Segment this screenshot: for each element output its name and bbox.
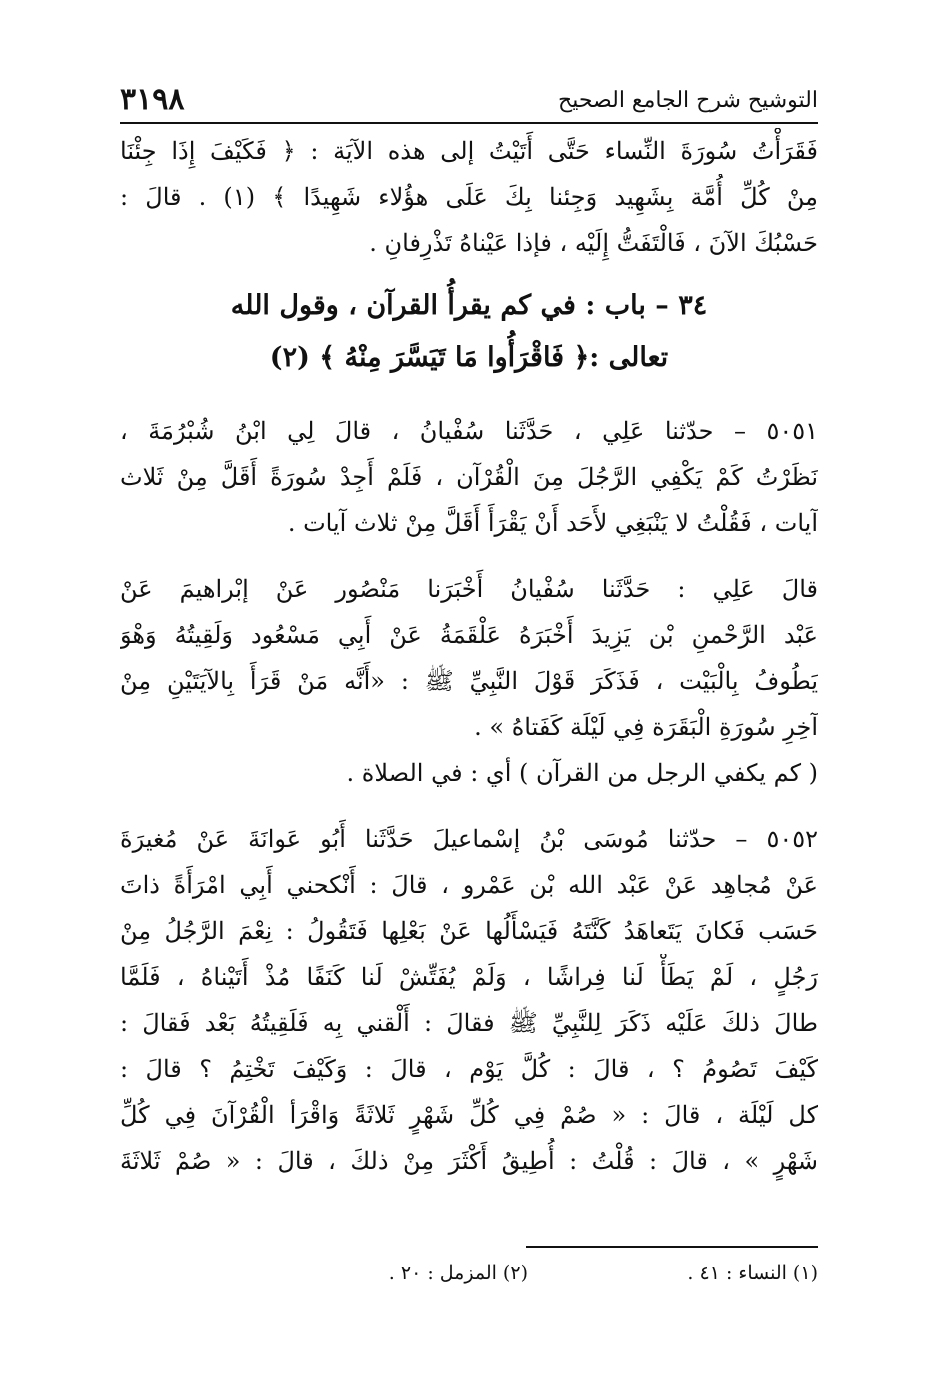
hadith-5052-line-4: رَجُلٍ ، لَمْ يَطَأْ لَنا فِراشًا ، وَلَمْ يُفَتِّشْ لَنا كَنَفًا مُذْ أَتَيْناهُ ، فَلَمَّا bbox=[120, 963, 818, 991]
running-title: التوشيح شرح الجامع الصحيح bbox=[558, 88, 818, 113]
hadith-5051-line-3: آيات ، فَقُلْتُ لا يَنْبَغِي لأَحَد أَنْ يَقْرَأَ أَقَلَّ مِنْ ثلاث آيات . bbox=[287, 509, 818, 537]
page-number: ٣١٩٨ bbox=[120, 82, 185, 117]
footnote-1: (١) النساء : ٤١ . bbox=[687, 1262, 818, 1284]
ali-line-1: قالَ عَلِي : حَدَّثَنا سُفْيانُ أَخْبَرَنا مَنْصُور عَنْ إبْراهيمَ عَنْ bbox=[120, 575, 818, 603]
ali-line-2: عَبْد الرَّحْمنِ بْن يَزِيدَ أَخْبَرَهُ عَلْقَمَةُ عَنْ أَبِي مَسْعُود وَلَقِيتُهُ وَهْوَ bbox=[120, 621, 818, 649]
hadith-5052-line-3: حَسَب فَكانَ يَتَعاهَدُ كَنَّتَهُ فَيَسْأَلُها عَنْ بَعْلِها فَتَقُولُ : نِعْمَ الرَّجُلُ مِنْ bbox=[120, 917, 818, 945]
chapter-heading-line-2: تعالى :﴿ فَاقْرَأُوا مَا تَيَسَّرَ مِنْهُ ﴾ (٢) bbox=[269, 342, 669, 373]
hadith-5052-line-2: عَنْ مُجاهِد عَنْ عَبْد الله بْن عَمْرو ، قالَ : أَنْكحني أَبِي امْرَأَةً ذاتَ bbox=[120, 871, 818, 899]
hadith-5052-line-6: كَيْفَ تَصُومُ ؟ ، قالَ : كُلَّ يَوْم ، قالَ : وَكَيْفَ تَخْتِمُ ؟ قالَ : bbox=[120, 1055, 818, 1083]
footnote-2: (٢) المزمل : ٢٠ . bbox=[388, 1262, 528, 1284]
hadith-5052-line-8: شَهْرٍ » ، قالَ : قُلْتُ : أُطِيقُ أَكْثَرَ مِنْ ذلكَ ، قالَ : « صُمْ ثَلاثَةَ bbox=[120, 1147, 818, 1175]
hadith-5052-line-5: طالَ ذلكَ عَلَيْه ذَكَرَ لِلنَّبِيِّ ﷺ فقالَ : أَلْقني بِه فَلَقِيتُهُ بَعْد فَقالَ : bbox=[120, 1009, 818, 1037]
intro-line-2: مِنْ كُلِّ أُمَّة بِشَهِيد وَجِئنا بِكَ عَلَى هؤُلاء شَهِيدًا ﴾ (١) . قالَ : bbox=[120, 183, 818, 211]
ali-line-3: يَطُوفُ بِالْبَيْت ، فَذَكَرَ قَوْلَ النَّبِيِّ ﷺ : «أَنَّه مَنْ قَرَأَ بِالآيَتَيْنِ مِنْ bbox=[120, 667, 818, 695]
hadith-5052-line-1: ٥٠٥٢ – حدّثنا مُوسَى بْنُ إسْماعيلَ حَدَّثَنا أَبُو عَوانَةَ عَنْ مُغيرَةَ bbox=[120, 825, 818, 853]
hadith-5051-line-2: نَظَرْتُ كَمْ يَكْفِي الرَّجُلَ مِنَ الْقُرْآن ، فَلَمْ أَجِدْ سُورَةً أَقَلَّ مِنْ ثَلاث bbox=[120, 463, 818, 491]
body-text bbox=[120, 128, 818, 1184]
chapter-heading bbox=[120, 280, 818, 384]
footnote-divider bbox=[526, 1246, 818, 1248]
footnotes bbox=[120, 1262, 818, 1292]
intro-line-3: حَسْبُكَ الآنَ ، فَالْتَفَتُّ إِلَيْه ، فإذا عَيْناهُ تَذْرِفانِ . bbox=[369, 229, 818, 257]
hadith-5051-line-1: ٥٠٥١ – حدّثنا عَلِي ، حَدَّثَنا سُفْيانُ ، قالَ لِي ابْنُ شُبْرُمَةَ ، bbox=[120, 417, 818, 445]
hadith-5052-line-7: كل لَيْلَة ، قالَ : « صُمْ فِي كُلِّ شَهْرٍ ثَلاثَةً وَاقْرَأ الْقُرْآنَ فِي كُلِّ bbox=[120, 1101, 818, 1129]
page-header bbox=[120, 76, 818, 124]
ali-line-4: آخِرِ سُورَةِ الْبَقَرَة فِي لَيْلَة كَفَتاهُ » . bbox=[474, 713, 818, 741]
chapter-heading-line-1: ٣٤ – باب : في كم يقرأُ القرآن ، وقول الله bbox=[230, 290, 708, 321]
commentary-line: ( كم يكفي الرجل من القرآن ) أي : في الصلاة . bbox=[346, 759, 818, 787]
intro-line-1: فَقَرَأْتُ سُورَةَ النِّساء حَتَّى أَتَيْتُ إلى هذه الآيَة : ﴿ فَكَيْفَ إِذَا جِئْنَا bbox=[120, 137, 818, 165]
